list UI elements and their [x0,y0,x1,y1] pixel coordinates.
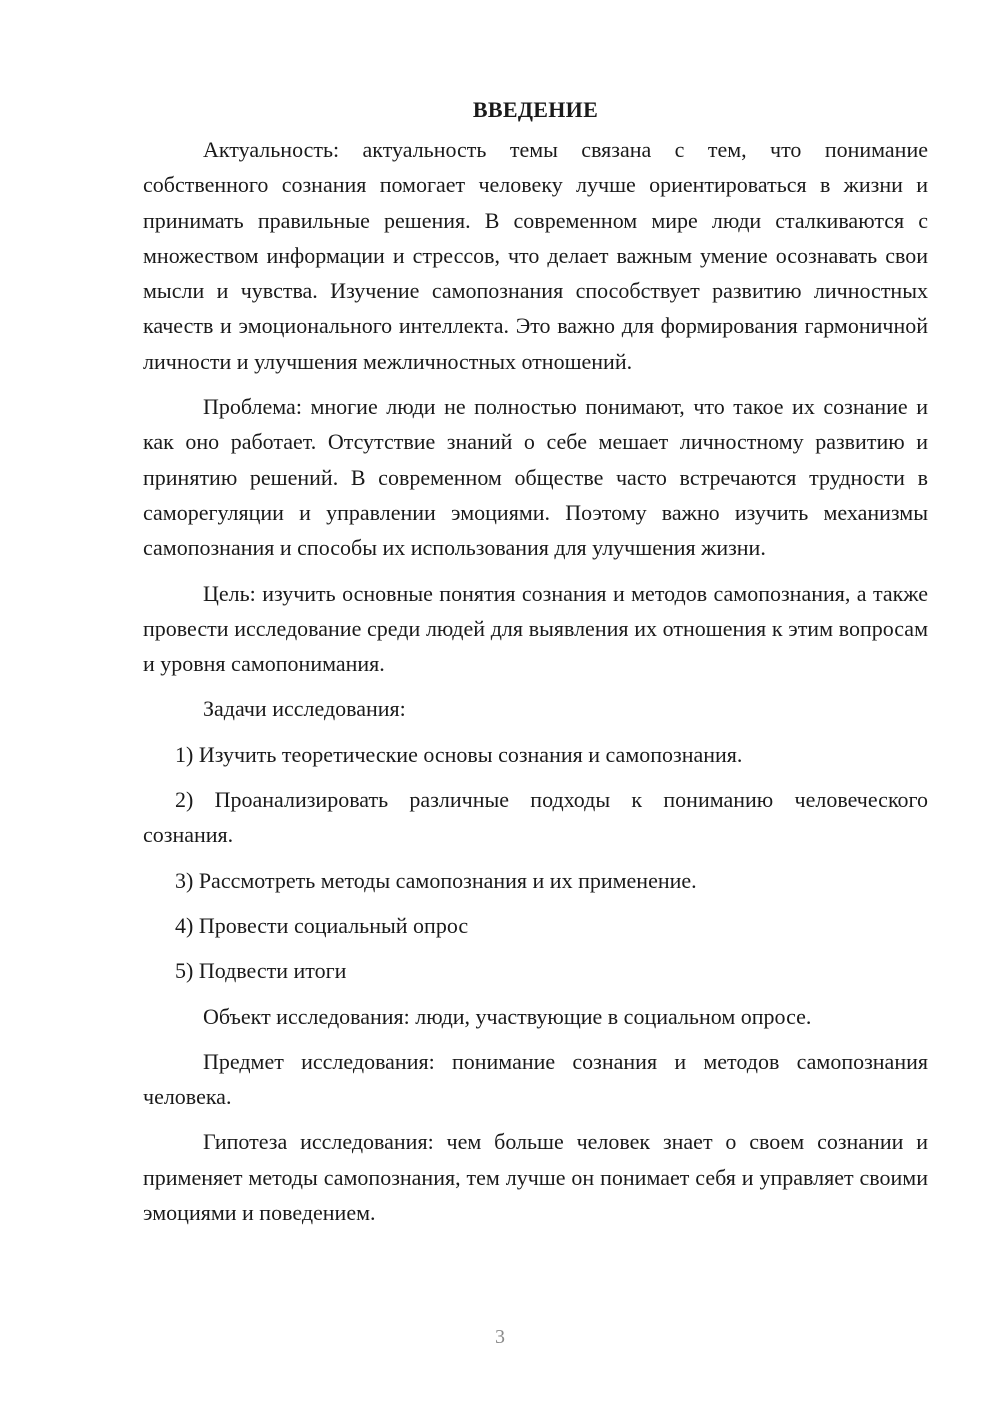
object-paragraph: Объект исследования: люди, участвующие в социальном опросе. [203,1003,812,1029]
task-item: 5) Подвести итоги [175,958,347,984]
task-item: 3) Рассмотреть методы самопознания и их применение. [175,867,697,893]
relevance-paragraph: Актуальность: актуальность темы связана с тем, что понимание собственного сознания помогает человеку лучше ориентироваться в жизни и принимать правильные решения. В современном мире люди сталкиваются с множеством информации и стрессов, что делает важным умение осознавать свои мысли и чувства. Изучение самопознания способствует развитию личностных качеств и эмоционального интеллекта. Это важно для формирования гармоничной личности и улучшения межличностных отношений. [143,137,928,374]
task-item: 1) Изучить теоретические основы сознания и самопознания. [175,741,743,767]
document-page [143,92,928,1240]
hypothesis-paragraph: Гипотеза исследования: чем больше человек знает о своем сознании и применяет методы самопознания, тем лучше он понимает себя и управляет своими эмоциями и поведением. [143,1129,928,1226]
task-item: 4) Провести социальный опрос [175,912,469,938]
subject-paragraph: Предмет исследования: понимание сознания и методов самопознания человека. [143,1048,928,1110]
tasks-heading: Задачи исследования: [203,696,406,722]
goal-paragraph: Цель: изучить основные понятия сознания и методов самопознания, а также провести исследование среди людей для выявления их отношения к этим вопросам и уровня самопонимания. [143,580,928,677]
tasks-list [143,737,928,989]
section-title: ВВЕДЕНИЕ [472,97,599,122]
page-number: 3 [495,1326,505,1348]
problem-paragraph: Проблема: многие люди не полностью понимают, что такое их сознание и как оно работает. Отсутствие знаний о себе мешает личностному развитию и принятию решений. В современном обществе часто встречаются трудности в саморегуляции и управлении эмоциями. Поэтому важно изучить механизмы самопознания и способы их использования для улучшения жизни. [143,394,928,561]
task-item: 2) Проанализировать различные подходы к пониманию человеческого сознания. [143,787,928,848]
